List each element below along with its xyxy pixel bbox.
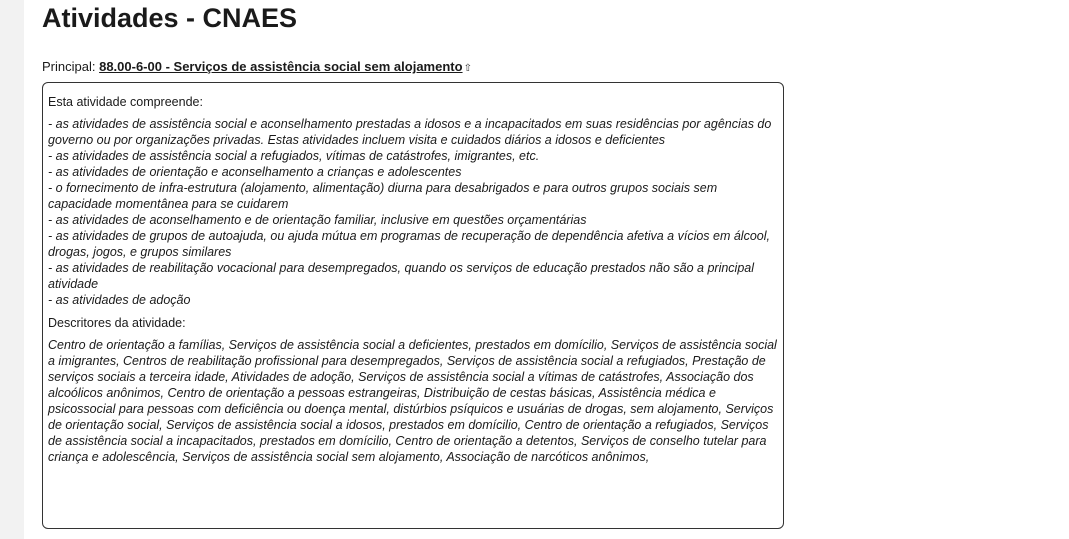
list-item: - as atividades de reabilitação vocacional para desempregados, quando os serviços de educação prestados não são a principal atividade [48,261,754,291]
list-item: - as atividades de assistência social e aconselhamento prestadas a idosos e a incapacitados em suas residências por agências do governo ou por organizações privadas. Estas atividades incluem visita e cuidados diários a idosos e deficientes [48,117,772,147]
principal-activity-link[interactable] [99,59,462,74]
principal-activity [42,59,472,77]
principal-link-text: 88.00-6-00 - Serviços de assistência social sem alojamento [99,59,463,74]
list-item: - o fornecimento de infra-estrutura (alojamento, alimentação) diurna para desabrigados e para outros grupos sociais sem capacidade momentânea para se cuidarem [48,181,718,211]
descritores-text: Centro de orientação a famílias, Serviços de assistência social a deficientes, prestados em domícilio, Serviços de assistência social a imigrantes, Centros de reabilitação profissional para desempregados, Serviços de assistência social a refugiados, Prestação de serviços sociais a terceira idade, Atividades de adoção, Serviços de assistência social a vítimas de catástrofes, Associação dos alcoólicos anônimos, Centro de orientação a pessoas estrangeiras, Distribuição de cestas básicas, Assistência médica e psicossocial para pessoas com deficiência ou doença mental, distúrbios psíquicos e usuárias de drogas, sem alojamento, Serviços de orientação social, Serviços de assistência social a idosos, prestados em domícilio, Centro de orientação a refugiados, Serviços de assistência social a incapacitados, prestados em domícilio, Centro de orientação a detentos, Serviços de conselho tutelar para criança e adolescência, Serviços de assistência social sem alojamento, Associação de narcóticos anônimos, [48,338,777,464]
list-item: - as atividades de aconselhamento e de orientação familiar, inclusive em questões orçamentárias [48,213,587,227]
activity-description-box [42,82,784,529]
descritores-heading: Descritores da atividade: [48,316,186,330]
list-item: - as atividades de assistência social a refugiados, vítimas de catástrofes, imigrantes, etc. [48,149,540,163]
page-content [24,0,1069,539]
compreende-list [48,116,778,308]
arrow-up-icon: ⇧ [463,63,472,74]
list-item: - as atividades de adoção [48,293,191,307]
list-item: - as atividades de grupos de autoajuda, ou ajuda mútua em programas de recuperação de dependência afetiva a vícios em álcool, drogas, jogos, e grupos similares [48,229,770,259]
principal-label: Principal: [42,59,96,74]
list-item: - as atividades de orientação e aconselhamento a crianças e adolescentes [48,165,462,179]
page-title: Atividades - CNAES [42,3,298,33]
compreende-heading: Esta atividade compreende: [48,95,203,109]
